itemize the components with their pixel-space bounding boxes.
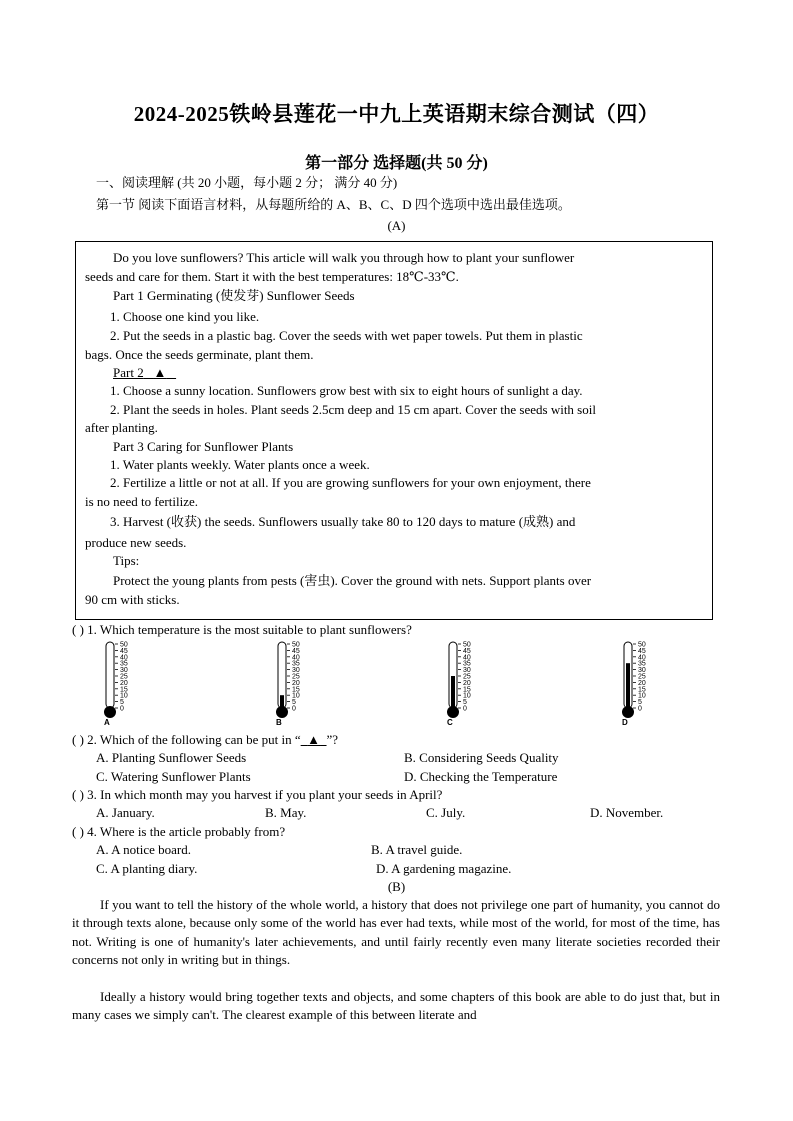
thermometer-b[interactable] <box>276 642 300 728</box>
thermometer-tick-label: 40 <box>292 654 300 662</box>
thermometer-tick-label: 0 <box>463 705 467 713</box>
passage-a-line-14: is no need to fertilize. <box>85 494 198 509</box>
question-4-option-b[interactable]: B. A travel guide. <box>371 842 463 857</box>
thermometer-b-level <box>280 695 284 710</box>
question-2-option-b[interactable]: B. Considering Seeds Quality <box>404 750 559 765</box>
question-3-stem: ( ) 3. In which month may you harvest if you plant your seeds in April? <box>72 787 443 802</box>
thermometer-d-level <box>626 663 630 710</box>
passage-a-line-4: 1. Choose one kind you like. <box>110 309 260 324</box>
thermometer-tick-label: 0 <box>292 705 296 713</box>
question-3-option-a[interactable]: A. January. <box>96 805 155 820</box>
part-title: 第一部分 选择题(共 50 分) <box>305 155 488 172</box>
thermometer-d[interactable] <box>622 642 646 728</box>
question-4-option-a[interactable]: A. A notice board. <box>96 842 191 857</box>
question-4-option-d[interactable]: D. A gardening magazine. <box>376 861 512 876</box>
thermometer-option-label: C <box>447 718 453 727</box>
question-2-option-a[interactable]: A. Planting Sunflower Seeds <box>96 750 247 765</box>
part2-label: Part 2 <box>113 365 144 380</box>
passage-a-line-5: 2. Put the seeds in a plastic bag. Cover the seeds with wet paper towels. Put them in plastic <box>110 328 583 343</box>
thermometer-tick-label: 45 <box>638 647 646 655</box>
passage-a-line-6: bags. Once the seeds germinate, plant them. <box>85 347 314 362</box>
passage-a-part2 <box>113 364 176 382</box>
thermometer-tick-label: 20 <box>292 679 300 687</box>
passage-b-paragraph-2: Ideally a history would bring together texts and objects, and some chapters of this book are able to do just that, but in many cases we simply can't. The clearest example of this between literate and <box>72 989 720 1023</box>
thermometer-tick-label: 5 <box>292 699 296 707</box>
part2-blank: ▲ <box>153 365 167 380</box>
thermometer-tick-label: 45 <box>120 647 128 655</box>
passage-a-line-18: Protect the young plants from pests (害虫). Cover the ground with nets. Support plants over <box>113 573 592 588</box>
question-4-stem: ( ) 4. Where is the article probably from? <box>72 824 286 839</box>
question-1-stem: ( ) 1. Which temperature is the most suitable to plant sunflowers? <box>72 622 412 637</box>
thermometer-option-label: B <box>276 718 282 727</box>
question-3-option-d[interactable]: D. November. <box>590 805 664 820</box>
thermometer-a[interactable] <box>104 642 128 728</box>
thermometer-tick-label: 40 <box>120 654 128 662</box>
passage-a-line-19: 90 cm with sticks. <box>85 592 180 607</box>
thermometer-option-label: A <box>104 718 110 727</box>
passage-b-paragraph-1: If you want to tell the history of the whole world, a history that does not privilege one part of humanity, you cannot do it through texts alone, because only some of the world has ever had texts, while most of the world, for most of the time, has not. Writing is one of humanity's later achievements, and until fairly recently even many literate societies recorded their concerns not only in writing but in things. <box>72 897 720 968</box>
passage-a-line-3: Part 1 Germinating (使发芽) Sunflower Seeds <box>113 288 355 303</box>
thermometer-tick-label: 5 <box>638 699 642 707</box>
thermometer-tick-label: 45 <box>292 647 300 655</box>
passage-a-line-11: Part 3 Caring for Sunflower Plants <box>113 439 294 454</box>
thermometer-c-level <box>451 676 455 710</box>
question-2-stem: ( ) 2. Which of the following can be put in “ ▲ ”? <box>72 732 339 747</box>
thermometer-tick-label: 10 <box>292 692 300 700</box>
thermometer-tick-label: 40 <box>638 654 646 662</box>
thermometer-tick-label: 40 <box>463 654 471 662</box>
passage-a-line-16: produce new seeds. <box>85 535 187 550</box>
thermometer-tick-label: 15 <box>463 686 471 694</box>
thermometer-tick-label: 20 <box>120 679 128 687</box>
question-2-option-c[interactable]: C. Watering Sunflower Plants <box>96 769 251 784</box>
thermometer-tick-label: 35 <box>463 660 471 668</box>
section-heading: 一、阅读理解 (共 20 小题，每小题 2 分； 满分 40 分) <box>96 175 398 190</box>
thermometer-tick-label: 25 <box>120 673 128 681</box>
question-4-option-c[interactable]: C. A planting diary. <box>96 861 198 876</box>
passage-a-line-13: 2. Fertilize a little or not at all. If you are growing sunflowers for your own enjoyment, there <box>110 475 591 490</box>
thermometer-tick-label: 25 <box>638 673 646 681</box>
thermometer-tick-label: 5 <box>120 699 124 707</box>
thermometer-a-level <box>108 708 112 710</box>
thermometer-tick-label: 10 <box>463 692 471 700</box>
question-3-option-c[interactable]: C. July. <box>426 805 466 820</box>
passage-a-line-15: 3. Harvest (收获) the seeds. Sunflowers usually take 80 to 120 days to mature (成熟) and <box>110 514 576 529</box>
thermometer-tick-label: 0 <box>638 705 642 713</box>
passage-a-label: (A) <box>387 218 406 233</box>
thermometer-tick-label: 25 <box>292 673 300 681</box>
thermometer-tick-label: 35 <box>120 660 128 668</box>
thermometer-tick-label: 50 <box>463 641 471 649</box>
thermometer-tick-label: 35 <box>638 660 646 668</box>
passage-a-line-8: 1. Choose a sunny location. Sunflowers grow best with six to eight hours of sunlight a day. <box>110 383 583 398</box>
thermometer-tick-label: 5 <box>463 699 467 707</box>
question-3-option-b[interactable]: B. May. <box>265 805 307 820</box>
exam-title: 2024-2025铁岭县莲花一中九上英语期末综合测试（四） <box>133 102 660 126</box>
thermometer-c[interactable] <box>447 642 471 728</box>
thermometer-options <box>90 638 690 728</box>
thermometer-tick-label: 20 <box>463 679 471 687</box>
thermometer-tick-label: 50 <box>292 641 300 649</box>
thermometer-tick-label: 10 <box>638 692 646 700</box>
question-2-blank: ▲ <box>307 732 321 747</box>
thermometer-tick-label: 10 <box>120 692 128 700</box>
passage-a-tips: Tips: <box>113 553 140 568</box>
thermometer-tick-label: 30 <box>120 667 128 675</box>
thermometer-tick-label: 30 <box>638 667 646 675</box>
thermometer-tick-label: 15 <box>638 686 646 694</box>
passage-a-line-9: 2. Plant the seeds in holes. Plant seeds 2.5cm deep and 15 cm apart. Cover the seeds with soil <box>110 402 596 417</box>
thermometer-tick-label: 15 <box>120 686 128 694</box>
thermometer-tick-label: 50 <box>120 641 128 649</box>
thermometer-tick-label: 50 <box>638 641 646 649</box>
thermometer-tick-label: 30 <box>292 667 300 675</box>
thermometer-tick-label: 45 <box>463 647 471 655</box>
thermometer-tick-label: 25 <box>463 673 471 681</box>
thermometer-tick-label: 20 <box>638 679 646 687</box>
passage-a-line-1: Do you love sunflowers? This article will walk you through how to plant your sunflower <box>113 250 575 265</box>
passage-a-line-12: 1. Water plants weekly. Water plants once a week. <box>110 457 370 472</box>
passage-a-line-10: after planting. <box>85 420 158 435</box>
question-2-option-d[interactable]: D. Checking the Temperature <box>404 769 558 784</box>
section-instruction: 第一节 阅读下面语言材料，从每题所给的 A、B、C、D 四个选项中选出最佳选项。 <box>96 197 571 212</box>
passage-b-label: (B) <box>387 879 406 894</box>
thermometer-option-label: D <box>622 718 628 727</box>
thermometer-tick-label: 0 <box>120 705 124 713</box>
passage-a-line-2: seeds and care for them. Start it with the best temperatures: 18℃-33℃. <box>85 269 459 284</box>
thermometer-tick-label: 30 <box>463 667 471 675</box>
thermometer-tick-label: 35 <box>292 660 300 668</box>
thermometer-tick-label: 15 <box>292 686 300 694</box>
